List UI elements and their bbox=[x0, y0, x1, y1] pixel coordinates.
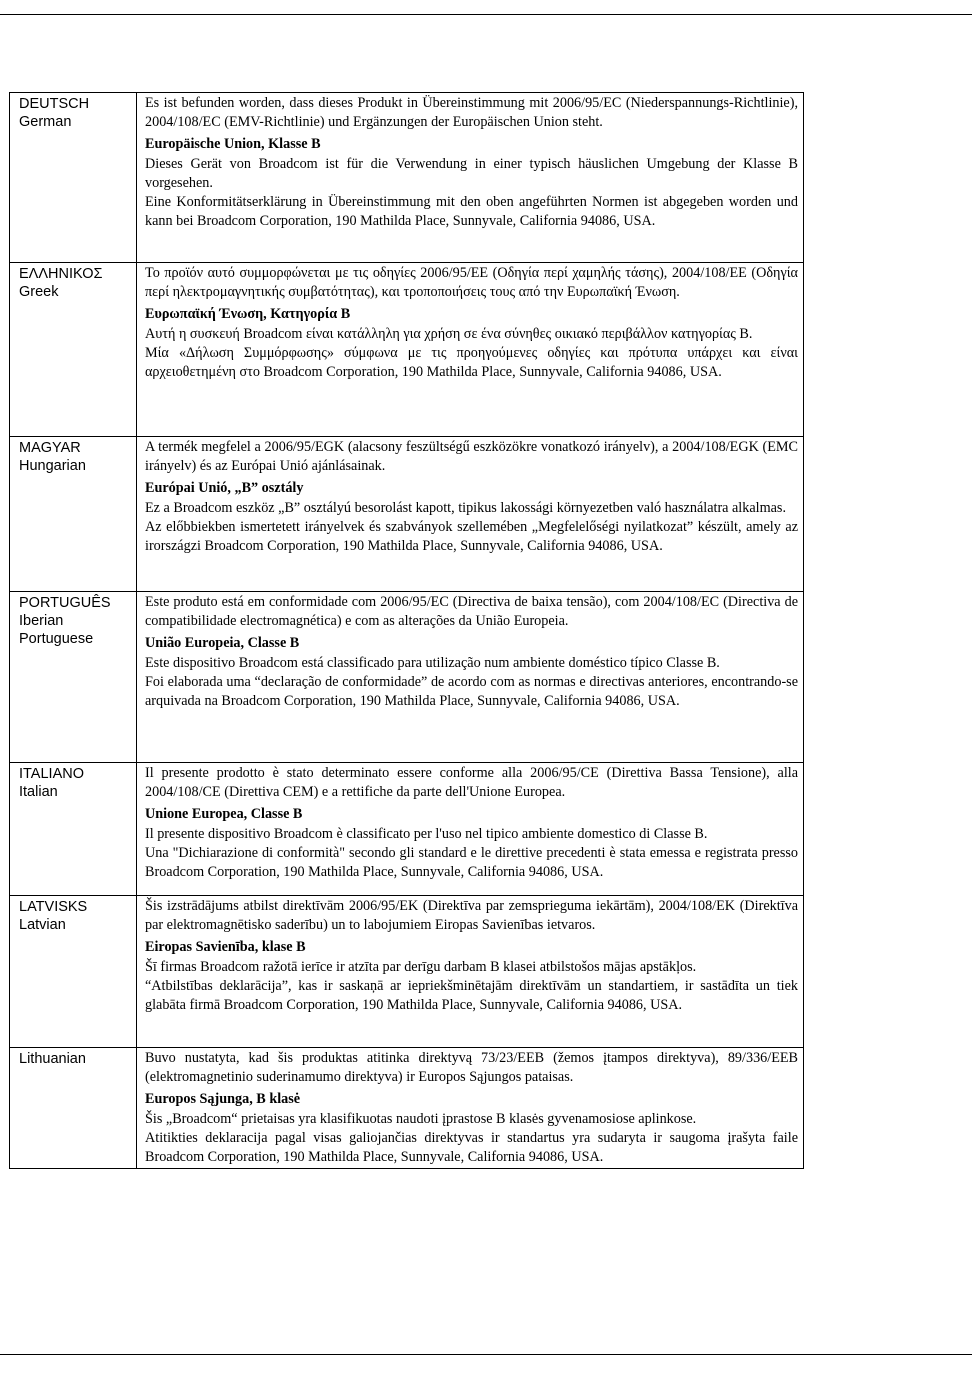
statement-cell bbox=[137, 437, 804, 592]
language-native-name: LATVISKS bbox=[19, 899, 88, 915]
class-description: Šis „Broadcom“ prietaisas yra klasifikuotas naudoti įprastose B klasės gyvenamosiose aplinkose. bbox=[145, 1110, 697, 1127]
class-description: Šī firmas Broadcom ražotā ierīce ir atzīta par derīgu darbam B klasei atbilstošos mājas apstākļos. bbox=[145, 958, 697, 975]
conformity-statement: Το προϊόν αυτό συμμορφώνεται με τις οδηγίες 2006/95/ΕΕ (Οδηγία περί χαμηλής τάσης), 2004/108/ΕΕ (Οδηγία περί ηλεκτρομαγνητικής συμβατότητας), και τροποποιήσεις τους από την Ευρωπαϊκή Ένωση. bbox=[145, 265, 798, 301]
table-row bbox=[10, 263, 804, 437]
class-description: Αυτή η συσκευή Broadcom είναι κατάλληλη για χρήση σε ένα σύνηθες οικιακό περιβάλλον κατηγορίας Β. bbox=[145, 325, 753, 342]
class-heading: Eiropas Savienība, klase B bbox=[145, 939, 306, 956]
language-cell bbox=[10, 1048, 137, 1169]
class-heading: Európai Unió, „B” osztály bbox=[145, 480, 304, 497]
footer-rule bbox=[0, 1354, 972, 1355]
language-native-name: PORTUGUÊS bbox=[19, 595, 111, 611]
class-heading: Unione Europea, Classe B bbox=[145, 806, 303, 823]
class-heading: Ευρωπαϊκή Ένωση, Κατηγορία Β bbox=[145, 306, 351, 323]
language-english-name: Latvian bbox=[19, 917, 66, 933]
table-row bbox=[10, 437, 804, 592]
language-cell bbox=[10, 93, 137, 263]
language-native-name: DEUTSCH bbox=[19, 96, 90, 112]
statement-cell bbox=[137, 896, 804, 1048]
conformity-statement: Il presente prodotto è stato determinato essere conforme alla 2006/95/CE (Direttiva Bassa Tensione), alla 2004/108/CE (Direttiva CEM) e a rettifiche da parte dell'Unione Europea. bbox=[145, 765, 798, 801]
language-english-name: Greek bbox=[19, 284, 59, 300]
language-cell bbox=[10, 592, 137, 763]
language-english-name: Italian bbox=[19, 784, 58, 800]
language-english-name: Iberian Portuguese bbox=[19, 613, 94, 647]
language-english-name: Hungarian bbox=[19, 458, 86, 474]
language-native-name: MAGYAR bbox=[19, 440, 81, 456]
declaration-text: Eine Konformitätserklärung in Übereinstimmung mit den oben angeführten Normen ist abgegeben worden und kann bei Broadcom Corporation, 190 Mathilda Place, Sunnyvale, California 94086, USA. bbox=[145, 194, 798, 230]
language-english-name: Lithuanian bbox=[19, 1051, 86, 1067]
eu-compliance-table bbox=[9, 92, 804, 1169]
language-english-name: German bbox=[19, 114, 72, 130]
declaration-text: “Atbilstības deklarācija”, kas ir saskaņā ar iepriekšminētajām direktīvām un standartiem, ir sastādīta un tiek glabāta firmā Broadcom Corporation, 190 Mathilda Place, Sunnyvale, California 94086, USA. bbox=[145, 977, 798, 1014]
conformity-statement: Šis izstrādājums atbilst direktīvām 2006/95/EK (Direktīva par zemsprieguma iekārtām), 2004/108/EK (Direktīva par elektromagnētisko saderību) un to labojumiem Eiropas Savienības ietvaros. bbox=[145, 898, 798, 934]
declaration-text: Una "Dichiarazione di conformità" secondo gli standard e le direttive precedenti è stata emessa e registrata presso Broadcom Corporation, 190 Mathilda Place, Sunnyvale, California 94086, USA. bbox=[145, 844, 798, 881]
declaration-text: Atitikties deklaracija pagal visas galiojančias direktyvas ir standartus yra sudaryta ir saugoma įrašyta faile Broadcom Corporation, 190 Mathilda Place, Sunnyvale, California 94086, USA. bbox=[145, 1129, 798, 1166]
declaration-text: Foi elaborada uma “declaração de conformidade” de acordo com as normas e directivas anteriores, encontrando-se arquivada na Broadcom Corporation, 190 Mathilda Place, Sunnyvale, California 94086, USA. bbox=[145, 673, 798, 710]
conformity-statement: Buvo nustatyta, kad šis produktas atitinka direktyvą 73/23/EEB (žemos įtampos direktyva), 89/336/EEB (elektromagnetinio suderinamumo direktyva) ir Europos Sąjungos pataisas. bbox=[145, 1050, 798, 1086]
header-rule bbox=[0, 14, 972, 15]
language-native-name: ΕΛΛΗΝΙΚΟΣ bbox=[19, 266, 103, 282]
conformity-statement: A termék megfelel a 2006/95/EGK (alacsony feszültségű eszközökre vonatkozó irányelv), a 2004/108/EGK (EMC irányelv) és az Európai Unió ajánlásainak. bbox=[145, 439, 798, 475]
statement-cell bbox=[137, 1048, 804, 1169]
class-heading: Europos Sąjunga, B klasė bbox=[145, 1091, 301, 1108]
class-heading: União Europeia, Classe B bbox=[145, 635, 300, 652]
class-description: Il presente dispositivo Broadcom è classificato per l'uso nel tipico ambiente domestico di Classe B. bbox=[145, 825, 708, 842]
table-row bbox=[10, 93, 804, 263]
table-row bbox=[10, 763, 804, 896]
language-cell bbox=[10, 896, 137, 1048]
language-cell bbox=[10, 763, 137, 896]
table-row bbox=[10, 592, 804, 763]
statement-cell bbox=[137, 263, 804, 437]
class-description: Ez a Broadcom eszköz „B” osztályú besorolást kapott, tipikus lakossági környezetben való használatra alkalmas. bbox=[145, 499, 786, 516]
declaration-text: Μία «Δήλωση Συμμόρφωσης» σύμφωνα με τις προηγούμενες οδηγίες και πρότυπα υπάρχει και είναι αρχειοθετημένη στο Broadcom Corporation, 190 Mathilda Place, Sunnyvale, California 94086, USA. bbox=[145, 344, 798, 381]
class-description: Dieses Gerät von Broadcom ist für die Verwendung in einer typisch häuslichen Umgebung der Klasse B vorgesehen. bbox=[145, 155, 798, 191]
language-cell bbox=[10, 437, 137, 592]
declaration-text: Az előbbiekben ismertetett irányelvek és szabványok szellemében „Megfelelőségi nyilatkozat” készült, amely az irországzi Broadcom Corporation, 190 Mathilda Place, Sunnyvale, California 94086, USA. bbox=[145, 518, 798, 555]
language-cell bbox=[10, 263, 137, 437]
statement-cell bbox=[137, 93, 804, 263]
language-native-name: ITALIANO bbox=[19, 766, 84, 782]
table-row bbox=[10, 1048, 804, 1169]
statement-cell bbox=[137, 763, 804, 896]
conformity-statement: Este produto está em conformidade com 2006/95/EC (Directiva de baixa tensão), com 2004/108/EC (Directiva de compatibilidade electromagnética) e com as alterações da União Europeia. bbox=[145, 594, 798, 630]
class-heading: Europäische Union, Klasse B bbox=[145, 136, 321, 153]
class-description: Este dispositivo Broadcom está classificado para utilização num ambiente doméstico típico Classe B. bbox=[145, 654, 720, 671]
conformity-statement: Es ist befunden worden, dass dieses Produkt in Übereinstimmung mit 2006/95/EC (Niederspannungs-Richtlinie), 2004/108/EC (EMV-Richtlinie) und Ergänzungen der Europäischen Union steht. bbox=[145, 95, 798, 131]
statement-cell bbox=[137, 592, 804, 763]
table-row bbox=[10, 896, 804, 1048]
